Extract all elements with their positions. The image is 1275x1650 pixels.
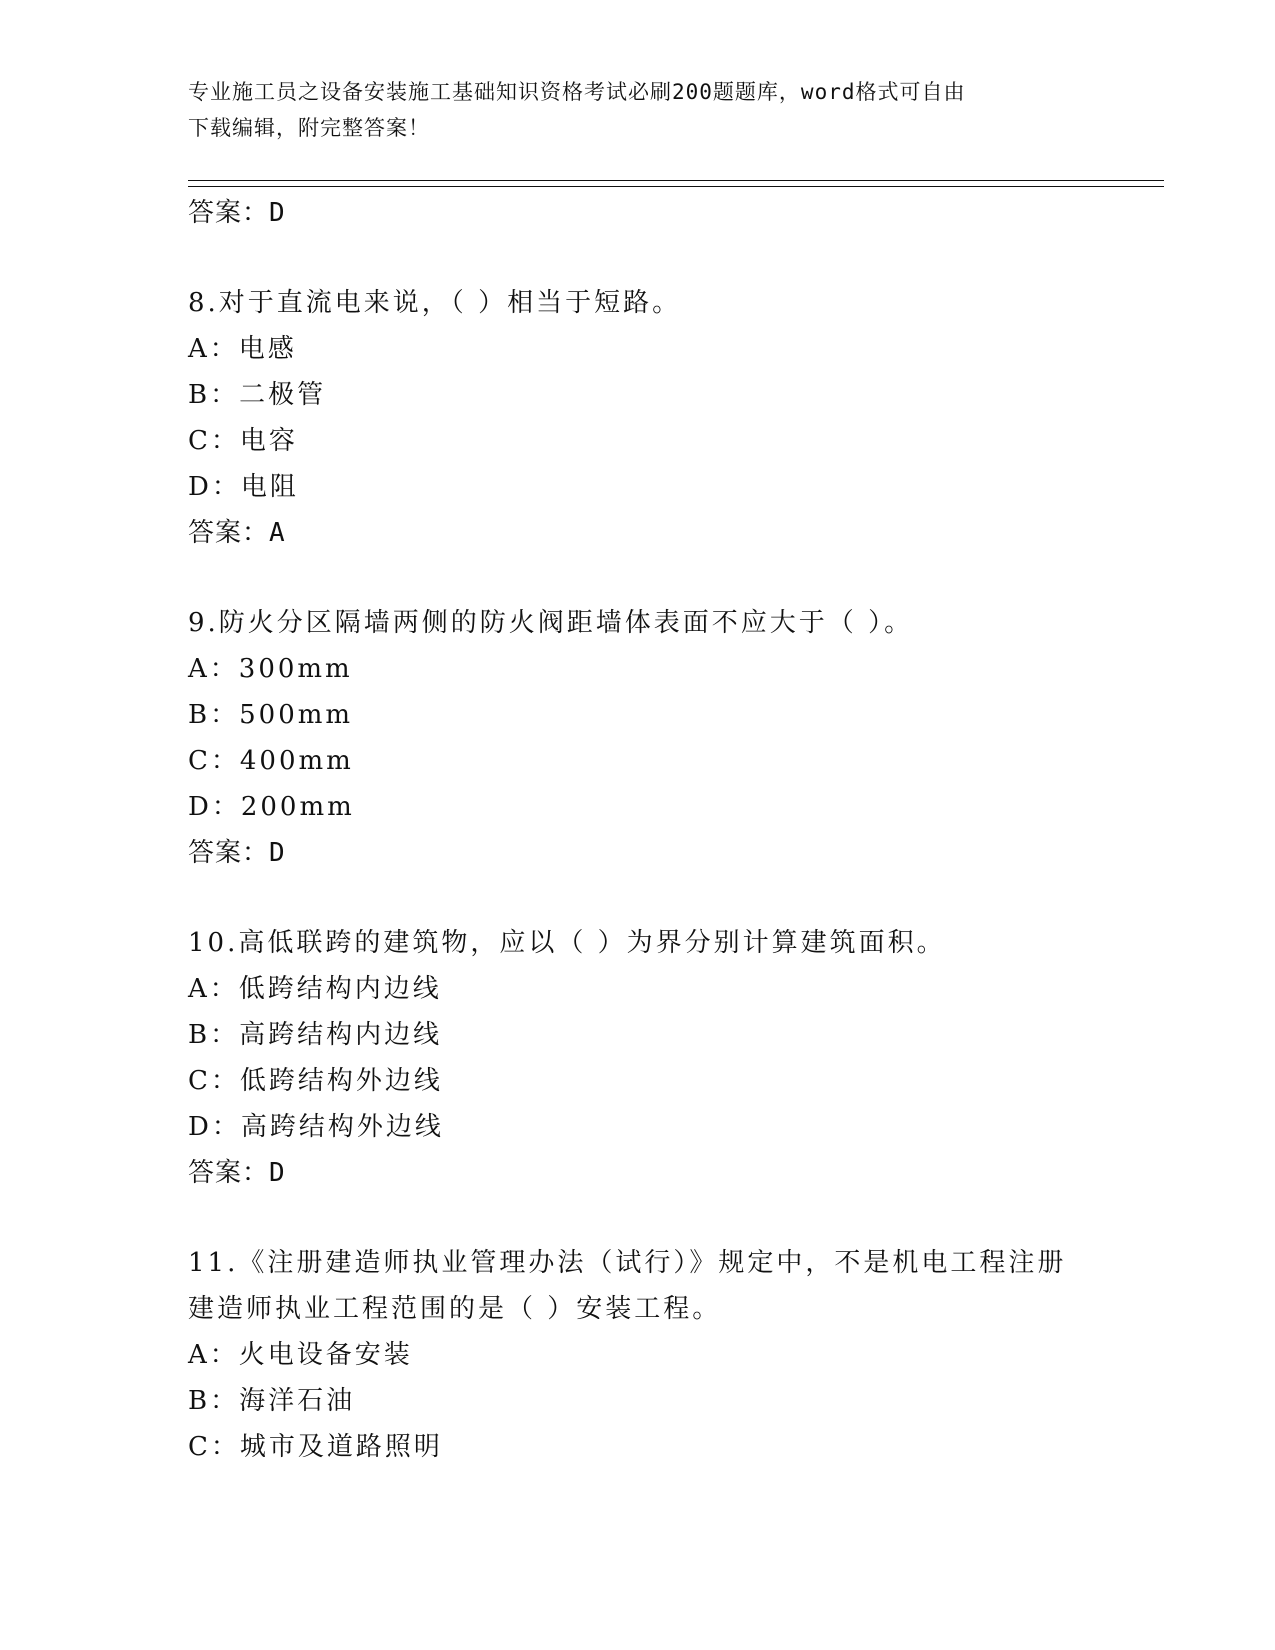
option-c: C：低跨结构外边线 [188, 1066, 443, 1096]
option-a: A：低跨结构内边线 [188, 974, 442, 1004]
question-10 [188, 920, 1088, 1196]
option-a: A：火电设备安装 [188, 1340, 413, 1370]
question-list [188, 190, 1088, 1470]
header-rule-top [188, 180, 1164, 181]
spacer [188, 876, 1088, 920]
question-text-line-1: 11.《注册建造师执业管理办法（试行）》规定中，不是机电工程注册 [188, 1248, 1067, 1278]
question-text-line-2: 建造师执业工程范围的是（ ）安装工程。 [188, 1294, 722, 1324]
question-text: 10.高低联跨的建筑物，应以（ ）为界分别计算建筑面积。 [188, 928, 946, 958]
spacer [188, 1196, 1088, 1240]
answer: 答案：D [188, 838, 286, 868]
previous-answer: 答案：D [188, 198, 286, 228]
option-b: B：二极管 [188, 380, 327, 410]
spacer [188, 236, 1088, 280]
question-8 [188, 280, 1088, 556]
option-d: D：电阻 [188, 472, 299, 502]
option-c: C：400mm [188, 746, 354, 776]
question-9 [188, 600, 1088, 876]
option-a: A：电感 [188, 334, 297, 364]
option-c: C：电容 [188, 426, 298, 456]
header-line-1: 专业施工员之设备安装施工基础知识资格考试必刷200题题库，word格式可自由 [188, 80, 966, 104]
option-b: B：500mm [188, 700, 354, 730]
question-text: 8.对于直流电来说，（ ）相当于短路。 [188, 288, 682, 318]
answer: 答案：D [188, 1158, 286, 1188]
answer: 答案：A [188, 518, 286, 548]
question-11 [188, 1240, 1088, 1470]
option-b: B：高跨结构内边线 [188, 1020, 443, 1050]
option-b: B：海洋石油 [188, 1386, 356, 1416]
option-d: D：高跨结构外边线 [188, 1112, 444, 1142]
option-c: C：城市及道路照明 [188, 1432, 443, 1462]
spacer [188, 556, 1088, 600]
option-a: A：300mm [188, 654, 353, 684]
header-rule-bottom [188, 186, 1164, 187]
header-line-2: 下载编辑，附完整答案！ [188, 116, 430, 140]
document-header [188, 74, 1068, 146]
question-text: 9.防火分区隔墙两侧的防火阀距墙体表面不应大于（ ）。 [188, 608, 914, 638]
option-d: D：200mm [188, 792, 355, 822]
